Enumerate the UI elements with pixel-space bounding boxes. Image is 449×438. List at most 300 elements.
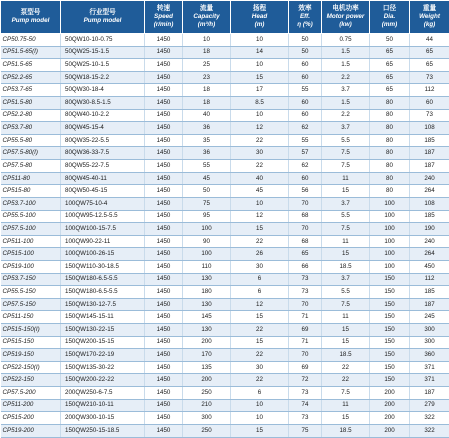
motor-power-cell: 0.75 [322,34,370,47]
diameter-cell: 80 [370,160,410,173]
pump-model-cell: CP55.5-150 [1,286,61,299]
head-cell: 22 [231,374,289,387]
header-capacity [183,1,231,34]
pump-model-cell: CP522-150(I) [1,361,61,374]
head-cell: 8.5 [231,97,289,110]
industry-model-cell: 80QW50-45-15 [61,185,145,198]
capacity-cell: 130 [183,324,231,337]
efficiency-cell: 62 [289,122,322,135]
diameter-cell: 150 [370,374,410,387]
motor-power-cell: 3.7 [322,273,370,286]
capacity-cell: 18 [183,97,231,110]
table-row [1,46,449,59]
header-unit: (r/min) [145,21,182,29]
weight-cell: 65 [410,46,449,59]
table-row [1,336,449,349]
industry-model-cell: 150QW130-22-15 [61,324,145,337]
table-row [1,248,449,261]
diameter-cell: 100 [370,235,410,248]
head-cell: 14 [231,46,289,59]
speed-cell: 1450 [145,324,183,337]
motor-power-cell: 15 [322,336,370,349]
diameter-cell: 150 [370,361,410,374]
table-row [1,185,449,198]
table-row [1,324,449,337]
efficiency-cell: 55 [289,134,322,147]
speed-cell: 1450 [145,349,183,362]
speed-cell: 1450 [145,84,183,97]
efficiency-cell: 62 [289,160,322,173]
head-cell: 22 [231,324,289,337]
pump-model-cell: CP511-200 [1,399,61,412]
motor-power-cell: 7.5 [322,223,370,236]
table-row [1,210,449,223]
head-cell: 15 [231,223,289,236]
efficiency-cell: 72 [289,374,322,387]
speed-cell: 1450 [145,197,183,210]
pump-model-cell: CP50.75-50 [1,34,61,47]
diameter-cell: 100 [370,260,410,273]
capacity-cell: 250 [183,424,231,437]
head-cell: 17 [231,84,289,97]
weight-cell: 371 [410,361,449,374]
efficiency-cell: 71 [289,311,322,324]
industry-model-cell: 150QW210-10-11 [61,399,145,412]
pump-model-cell: CP519-100 [1,260,61,273]
weight-cell: 300 [410,336,449,349]
head-cell: 22 [231,160,289,173]
speed-cell: 1450 [145,336,183,349]
motor-power-cell: 7.5 [322,387,370,400]
speed-cell: 1450 [145,109,183,122]
weight-cell: 300 [410,324,449,337]
weight-cell: 60 [410,97,449,110]
efficiency-cell: 66 [289,260,322,273]
efficiency-cell: 55 [289,84,322,97]
header-head [231,1,289,34]
diameter-cell: 80 [370,185,410,198]
capacity-cell: 200 [183,336,231,349]
industry-model-cell: 100QW100-26-15 [61,248,145,261]
capacity-cell: 75 [183,197,231,210]
diameter-cell: 65 [370,46,410,59]
table-body [1,34,449,438]
motor-power-cell: 5.5 [322,134,370,147]
capacity-cell: 50 [183,185,231,198]
diameter-cell: 50 [370,34,410,47]
weight-cell: 185 [410,286,449,299]
header-cn: 扬程 [231,5,288,13]
weight-cell: 73 [410,71,449,84]
head-cell: 15 [231,71,289,84]
table-row [1,172,449,185]
table-row [1,197,449,210]
weight-cell: 264 [410,185,449,198]
industry-model-cell: 80QW36-33-7.5 [61,147,145,160]
speed-cell: 1450 [145,223,183,236]
motor-power-cell: 18.5 [322,349,370,362]
header-en: Speed [145,13,182,21]
speed-cell: 1450 [145,260,183,273]
weight-cell: 187 [410,387,449,400]
header-cn: 效率 [289,5,321,13]
efficiency-cell: 73 [289,387,322,400]
table-row [1,286,449,299]
diameter-cell: 80 [370,122,410,135]
pump-model-cell: CP511-150 [1,311,61,324]
table-row [1,134,449,147]
weight-cell: 65 [410,59,449,72]
weight-cell: 112 [410,273,449,286]
head-cell: 10 [231,34,289,47]
pump-model-cell: CP511-80 [1,172,61,185]
efficiency-cell: 71 [289,336,322,349]
head-cell: 45 [231,185,289,198]
efficiency-cell: 69 [289,361,322,374]
efficiency-cell: 68 [289,210,322,223]
efficiency-cell: 56 [289,185,322,198]
header-efficiency [289,1,322,34]
weight-cell: 245 [410,311,449,324]
motor-power-cell: 1.5 [322,97,370,110]
head-cell: 15 [231,424,289,437]
table-row [1,71,449,84]
table-row [1,374,449,387]
speed-cell: 1450 [145,235,183,248]
efficiency-cell: 65 [289,248,322,261]
head-cell: 30 [231,260,289,273]
header-en: Motor power [322,13,369,21]
pump-model-cell: CP57.5-200 [1,387,61,400]
pump-model-cell: CP55.5-100 [1,210,61,223]
industry-model-cell: 150QW135-30-22 [61,361,145,374]
motor-power-cell: 11 [322,235,370,248]
industry-model-cell: 50QW30-18-4 [61,84,145,97]
head-cell: 30 [231,147,289,160]
speed-cell: 1450 [145,34,183,47]
industry-model-cell: 150QW200-22-22 [61,374,145,387]
efficiency-cell: 70 [289,197,322,210]
motor-power-cell: 2.2 [322,71,370,84]
pump-model-cell: CP51.5-65(I) [1,46,61,59]
efficiency-cell: 73 [289,412,322,425]
table-row [1,122,449,135]
capacity-cell: 36 [183,147,231,160]
motor-power-cell: 15 [322,324,370,337]
speed-cell: 1450 [145,97,183,110]
table-row [1,109,449,122]
efficiency-cell: 60 [289,109,322,122]
table-row [1,84,449,97]
efficiency-cell: 73 [289,273,322,286]
efficiency-cell: 60 [289,172,322,185]
header-speed [145,1,183,34]
header-cn: 电机功率 [322,5,369,13]
industry-model-cell: 200QW300-10-15 [61,412,145,425]
head-cell: 10 [231,197,289,210]
weight-cell: 240 [410,235,449,248]
industry-model-cell: 80QW35-22-5.5 [61,134,145,147]
head-cell: 10 [231,59,289,72]
diameter-cell: 80 [370,147,410,160]
motor-power-cell: 11 [322,399,370,412]
head-cell: 10 [231,412,289,425]
capacity-cell: 35 [183,134,231,147]
header-cn: 转速 [145,5,182,13]
efficiency-cell: 60 [289,71,322,84]
weight-cell: 112 [410,84,449,97]
diameter-cell: 200 [370,412,410,425]
pump-model-cell: CP53.7-150 [1,273,61,286]
industry-model-cell: 150QW200-15-15 [61,336,145,349]
pump-model-cell: CP515-150 [1,336,61,349]
capacity-cell: 23 [183,71,231,84]
weight-cell: 108 [410,197,449,210]
motor-power-cell: 15 [322,412,370,425]
pump-model-cell: CP53.7-80 [1,122,61,135]
head-cell: 6 [231,387,289,400]
efficiency-cell: 57 [289,147,322,160]
header-motor-power [322,1,370,34]
industry-model-cell: 50QW18-15-2.2 [61,71,145,84]
header-unit: (mm) [370,21,409,29]
motor-power-cell: 11 [322,172,370,185]
diameter-cell: 200 [370,387,410,400]
table-row [1,273,449,286]
header-cn: 口径 [370,5,409,13]
capacity-cell: 95 [183,210,231,223]
speed-cell: 1450 [145,311,183,324]
industry-model-cell: 150QW130-12-7.5 [61,298,145,311]
speed-cell: 1450 [145,172,183,185]
capacity-cell: 300 [183,412,231,425]
pump-model-cell: CP57.5-80 [1,160,61,173]
capacity-cell: 250 [183,387,231,400]
pump-model-cell: CP57.5-100 [1,223,61,236]
efficiency-cell: 68 [289,235,322,248]
speed-cell: 1450 [145,210,183,223]
motor-power-cell: 5.5 [322,210,370,223]
table-row [1,349,449,362]
diameter-cell: 100 [370,210,410,223]
motor-power-cell: 22 [322,361,370,374]
table-row [1,34,449,47]
industry-model-cell: 150QW180-6.5-5.5 [61,273,145,286]
pump-model-cell: CP522-150 [1,374,61,387]
capacity-cell: 110 [183,260,231,273]
pump-model-cell: CP57.5-150 [1,298,61,311]
diameter-cell: 150 [370,311,410,324]
table-row [1,260,449,273]
table-row [1,361,449,374]
weight-cell: 185 [410,210,449,223]
efficiency-cell: 69 [289,324,322,337]
diameter-cell: 150 [370,349,410,362]
industry-model-cell: 80QW45-40-11 [61,172,145,185]
industry-model-cell: 150QW170-22-19 [61,349,145,362]
pump-model-cell: CP51.5-80 [1,97,61,110]
weight-cell: 360 [410,349,449,362]
capacity-cell: 100 [183,223,231,236]
motor-power-cell: 1.5 [322,59,370,72]
capacity-cell: 55 [183,160,231,173]
head-cell: 40 [231,172,289,185]
industry-model-cell: 100QW90-22-11 [61,235,145,248]
pump-model-cell: CP52.2-65 [1,71,61,84]
weight-cell: 187 [410,298,449,311]
header-unit: (kg) [410,21,449,29]
diameter-cell: 150 [370,286,410,299]
diameter-cell: 65 [370,84,410,97]
speed-cell: 1450 [145,185,183,198]
motor-power-cell: 3.7 [322,197,370,210]
industry-model-cell: 150QW145-15-11 [61,311,145,324]
efficiency-cell: 60 [289,59,322,72]
industry-model-cell: 50QW10-10-0.75 [61,34,145,47]
capacity-cell: 200 [183,374,231,387]
header-diameter [370,1,410,34]
head-cell: 15 [231,336,289,349]
weight-cell: 190 [410,223,449,236]
efficiency-cell: 60 [289,97,322,110]
header-en: Head [231,13,288,21]
weight-cell: 264 [410,248,449,261]
table-row [1,387,449,400]
header-cn: 重量 [410,5,449,13]
pump-model-cell: CP515-150(I) [1,324,61,337]
header-unit: η (%) [289,21,321,29]
weight-cell: 371 [410,374,449,387]
industry-model-cell: 150QW180-6.5-5.5 [61,286,145,299]
speed-cell: 1450 [145,424,183,437]
speed-cell: 1450 [145,147,183,160]
pump-model-cell: CP53.7-65 [1,84,61,97]
capacity-cell: 90 [183,235,231,248]
capacity-cell: 10 [183,34,231,47]
diameter-cell: 150 [370,324,410,337]
speed-cell: 1450 [145,122,183,135]
header-pump-model [1,1,61,34]
table-row [1,223,449,236]
header-cn: 流量 [183,5,230,13]
capacity-cell: 45 [183,172,231,185]
diameter-cell: 100 [370,248,410,261]
table-row [1,97,449,110]
pump-model-cell: CP55.5-80 [1,134,61,147]
table-row [1,147,449,160]
pump-model-cell: CP515-80 [1,185,61,198]
capacity-cell: 36 [183,122,231,135]
head-cell: 30 [231,361,289,374]
table-header [1,1,449,34]
diameter-cell: 150 [370,298,410,311]
industry-model-cell: 80QW45-15-4 [61,122,145,135]
head-cell: 15 [231,311,289,324]
header-en: Pump model [1,17,60,25]
motor-power-cell: 18.5 [322,260,370,273]
diameter-cell: 80 [370,109,410,122]
pump-model-cell: CP511-100 [1,235,61,248]
weight-cell: 240 [410,172,449,185]
motor-power-cell: 1.5 [322,46,370,59]
industry-model-cell: 150QW250-15-18.5 [61,424,145,437]
header-weight [410,1,449,34]
motor-power-cell: 15 [322,185,370,198]
industry-model-cell: 50QW25-15-1.5 [61,46,145,59]
header-unit: (kw) [322,21,369,29]
head-cell: 10 [231,109,289,122]
head-cell: 12 [231,298,289,311]
head-cell: 6 [231,286,289,299]
weight-cell: 187 [410,160,449,173]
capacity-cell: 18 [183,46,231,59]
diameter-cell: 80 [370,172,410,185]
speed-cell: 1450 [145,412,183,425]
head-cell: 12 [231,210,289,223]
capacity-cell: 135 [183,361,231,374]
pump-model-cell: CP519-150 [1,349,61,362]
weight-cell: 185 [410,134,449,147]
diameter-cell: 80 [370,134,410,147]
diameter-cell: 200 [370,399,410,412]
header-en: Dia. [370,13,409,21]
diameter-cell: 100 [370,197,410,210]
diameter-cell: 150 [370,273,410,286]
motor-power-cell: 18.5 [322,424,370,437]
speed-cell: 1450 [145,134,183,147]
efficiency-cell: 50 [289,46,322,59]
head-cell: 6 [231,273,289,286]
efficiency-cell: 50 [289,34,322,47]
diameter-cell: 80 [370,97,410,110]
capacity-cell: 130 [183,273,231,286]
pump-model-cell: CP515-200 [1,412,61,425]
speed-cell: 1450 [145,46,183,59]
motor-power-cell: 7.5 [322,147,370,160]
diameter-cell: 65 [370,59,410,72]
pump-model-cell: CP57.5-80(I) [1,147,61,160]
header-en: Weight [410,13,449,21]
header-unit: (m³/h) [183,21,230,29]
header-en: Pump model [61,17,144,25]
header-en: Capacity [183,13,230,21]
motor-power-cell: 22 [322,374,370,387]
head-cell: 22 [231,235,289,248]
diameter-cell: 100 [370,223,410,236]
speed-cell: 1450 [145,374,183,387]
weight-cell: 187 [410,147,449,160]
table-row [1,235,449,248]
efficiency-cell: 74 [289,399,322,412]
weight-cell: 322 [410,412,449,425]
capacity-cell: 40 [183,109,231,122]
speed-cell: 1450 [145,59,183,72]
speed-cell: 1450 [145,298,183,311]
table-row [1,311,449,324]
header-unit: (m) [231,21,288,29]
motor-power-cell: 11 [322,311,370,324]
head-cell: 10 [231,399,289,412]
motor-power-cell: 3.7 [322,84,370,97]
capacity-cell: 180 [183,286,231,299]
industry-model-cell: 100QW100-15-7.5 [61,223,145,236]
pump-model-cell: CP515-100 [1,248,61,261]
weight-cell: 279 [410,399,449,412]
table-row [1,298,449,311]
head-cell: 22 [231,134,289,147]
header-industry-model [61,1,145,34]
capacity-cell: 18 [183,84,231,97]
